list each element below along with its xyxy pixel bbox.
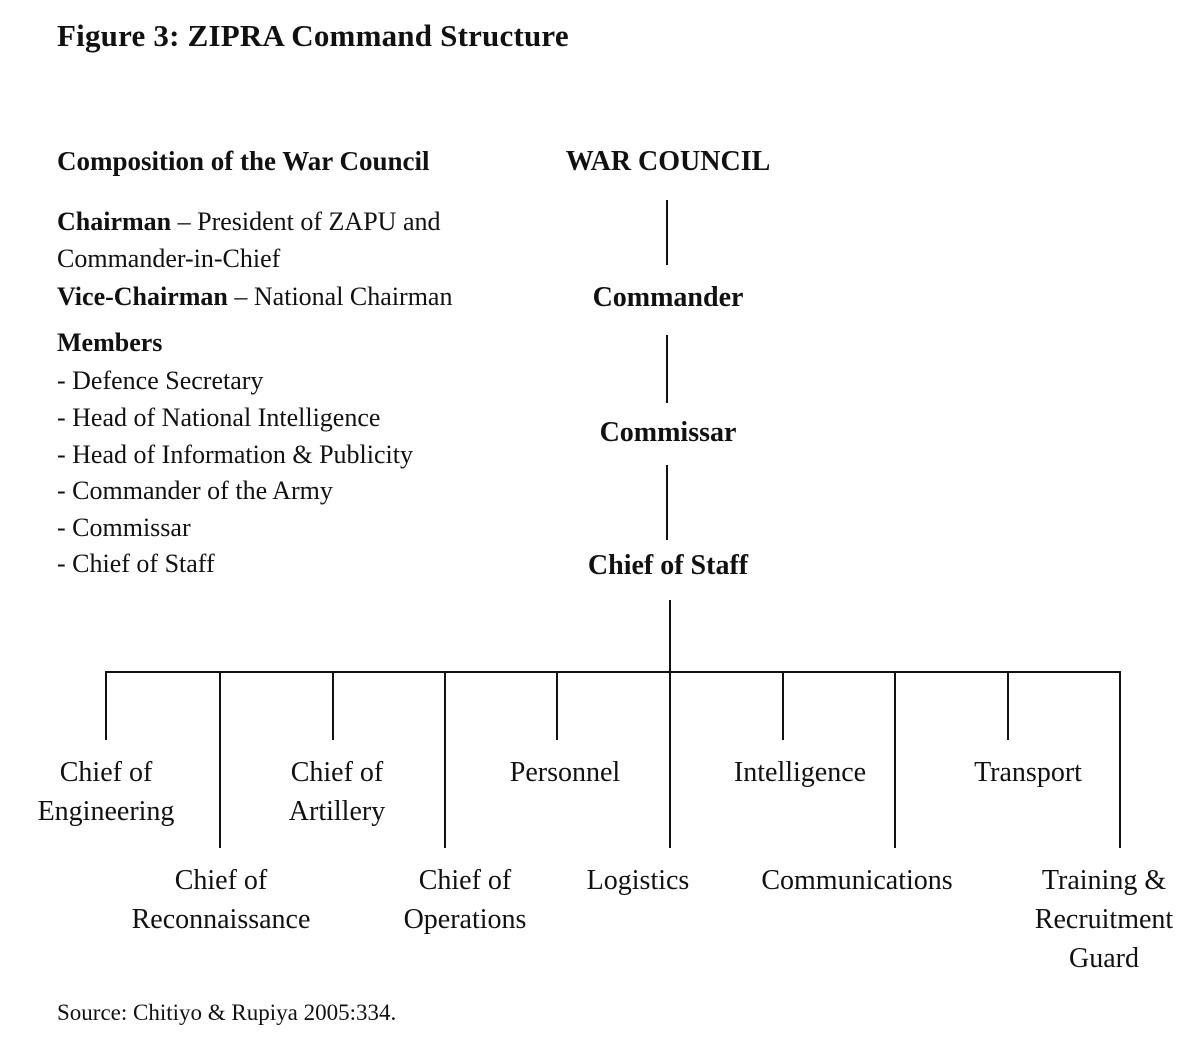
node-intelligence [734,753,866,792]
node-label-line: Guard [1069,943,1139,974]
composition-heading: Composition of the War Council [57,146,430,176]
node-label-line: Training & [1041,865,1167,896]
node-war-council: WAR COUNCIL [565,146,771,177]
node-communications [761,861,952,900]
node-label-line: Chief of [418,865,512,896]
node-label-line: Chief of [59,757,153,788]
vice-chairman-label: Vice-Chairman [57,282,228,311]
node-personnel [510,753,620,792]
node-training-recruitment-guard [1035,861,1173,978]
node-label-line: Artillery [288,796,386,827]
node-label-line: Logistics [586,865,690,896]
member-item: - Head of National Intelligence [57,403,381,432]
node-transport [974,753,1082,792]
member-item: - Commander of the Army [57,476,333,505]
chairman-text-continued: Commander-in-Chief [57,244,281,273]
node-logistics [587,861,690,900]
member-item: - Chief of Staff [57,549,215,578]
member-item: - Head of Information & Publicity [57,440,413,469]
node-chief-of-engineering [38,753,175,831]
node-chief-of-staff: Chief of Staff [587,550,749,581]
figure-title: Figure 3: ZIPRA Command Structure [57,18,569,53]
node-chief-of-artillery [289,753,385,831]
node-chief-of-reconnaissance [132,861,311,939]
node-label-line: Operations [403,904,527,935]
members-heading: Members [57,328,163,357]
node-commander: Commander [592,282,744,313]
node-label-line: Reconnaissance [131,904,311,935]
member-item: - Commissar [57,513,191,542]
node-label-line: Recruitment [1034,904,1174,935]
node-label-line: Engineering [37,796,175,827]
node-label-line: Personnel [509,757,621,788]
node-label-line: Chief of [174,865,268,896]
source-note: Source: Chitiyo & Rupiya 2005:334. [57,1000,397,1025]
member-item: - Defence Secretary [57,366,264,395]
node-commissar: Commissar [599,417,737,448]
vice-chairman-text: – National Chairman [234,282,453,311]
node-label-line: Communications [761,865,953,896]
chairman-label: Chairman [57,207,172,236]
node-label-line: Transport [974,757,1082,788]
node-label-line: Intelligence [733,757,867,788]
node-chief-of-operations [404,861,527,939]
node-label-line: Chief of [290,757,384,788]
chairman-text: – President of ZAPU and [177,207,441,236]
